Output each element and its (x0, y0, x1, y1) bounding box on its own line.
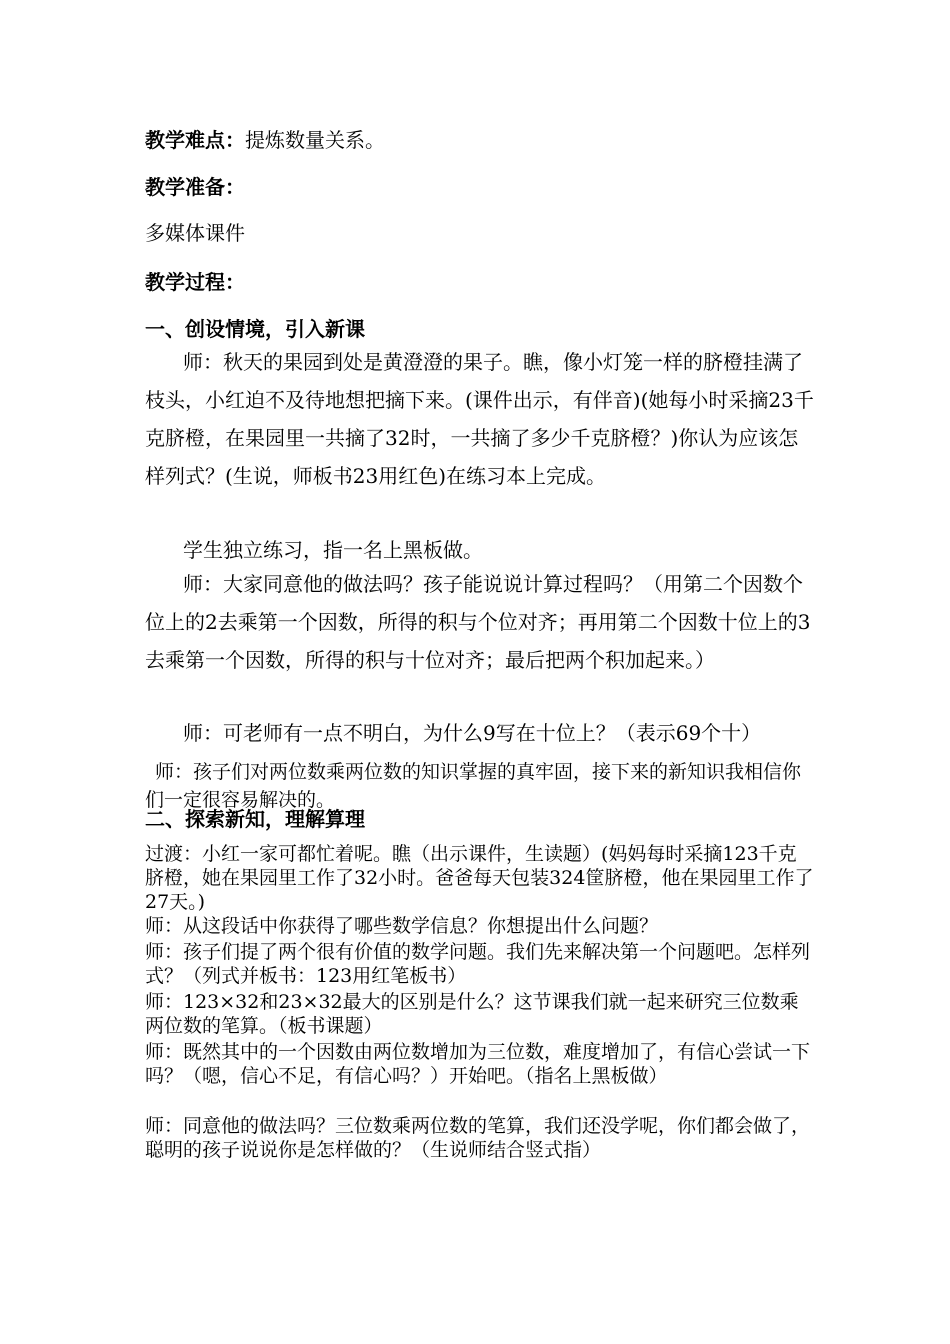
difficulty-label: 教学难点： (145, 128, 245, 152)
preparation-content: 多媒体课件 (145, 221, 245, 245)
section-2-paragraph-5: 师：既然其中的一个因数由两位数增加为三位数，难度增加了，有信心尝试一下吗？（嗯，信心不足，有信心吗？）开始吧。（指名上黑板做） (145, 1041, 811, 1087)
preparation-label: 教学准备： (145, 175, 245, 199)
section-1-paragraph-4: 师：可老师有一点不明白，为什么9写在十位上？（表示69个十） (183, 721, 762, 745)
section-2-paragraph-2: 师：从这段话中你获得了哪些数学信息？你想提出什么问题？ (145, 915, 659, 937)
section-2-paragraph-1: 过渡：小红一家可都忙着呢。瞧（出示课件，生读题）(妈妈每时采摘123千克脐橙，她在果园里工作了32小时。爸爸每天包装324筐脐橙，他在果园里工作了27天。) (145, 843, 814, 913)
section-2-paragraph-3: 师：孩子们提了两个很有价值的数学问题。我们先来解决第一个问题吧。怎样列式？（列式并板书：123用红笔板书） (145, 941, 811, 987)
difficulty-line (145, 121, 815, 159)
section-1-paragraph-1: 师：秋天的果园到处是黄澄澄的果子。瞧，像小灯笼一样的脐橙挂满了枝头，小红迫不及待地想把摘下来。(课件出示，有伴音)(她每小时采摘23千克脐橙，在果园里一共摘了32时，一共摘了多少千克脐橙？)你认为应该怎样列式？(生说，师板书23用红色)在练习本上完成。 (145, 350, 814, 488)
section-2-paragraph-4: 师：123×32和23×32最大的区别是什么？这节课我们就一起来研究三位数乘两位数的笔算。（板书课题） (145, 991, 799, 1037)
section-2-paragraph-6: 师：同意他的做法吗？三位数乘两位数的笔算，我们还没学呢，你们都会做了，聪明的孩子说说你是怎样做的？（生说师结合竖式指） (145, 1115, 811, 1161)
section-1-heading: 一、创设情境，引入新课 (145, 317, 365, 341)
section-1-paragraph-3: 师：大家同意他的做法吗？孩子能说说计算过程吗？（用第二个因数个位上的2去乘第一个因数，所得的积与个位对齐；再用第二个因数十位上的3去乘第一个因数，所得的积与十位对齐；最后把两个积加起来。） (145, 572, 811, 672)
difficulty-text: 提炼数量关系。 (245, 128, 385, 152)
section-1-paragraph-2: 学生独立练习，指一名上黑板做。 (183, 538, 483, 562)
process-label: 教学过程： (145, 270, 245, 294)
section-1-paragraph-5: 师：孩子们对两位数乘两位数的知识掌握的真牢固，接下来的新知识我相信你们一定很容易解决的。 (145, 761, 802, 811)
section-2-heading: 二、探索新知，理解算理 (145, 807, 365, 831)
